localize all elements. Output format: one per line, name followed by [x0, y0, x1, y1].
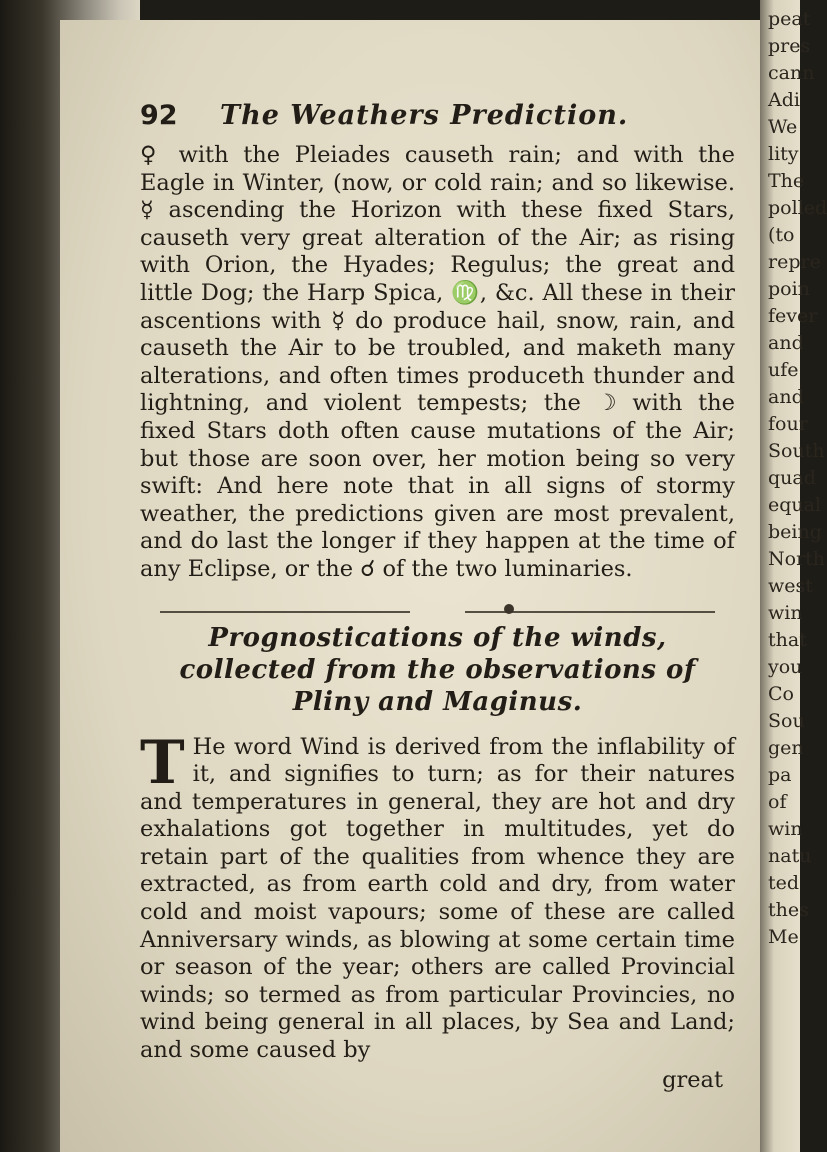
drop-cap: T [140, 727, 185, 798]
facing-fragment: lity [768, 143, 799, 165]
fleuron-icon [504, 604, 514, 614]
facing-fragment: natu [768, 845, 812, 867]
ornamental-rule [160, 608, 715, 616]
facing-fragment: We [768, 116, 798, 138]
facing-fragment: win [768, 602, 803, 624]
running-title: The Weathers Prediction. [220, 100, 629, 131]
facing-fragment: pa [768, 764, 792, 786]
facing-fragment: peat [768, 8, 811, 30]
rule-right [465, 611, 715, 613]
facing-page-edge [760, 0, 827, 1152]
facing-fragment: polled [768, 197, 827, 219]
facing-fragment: South [768, 440, 825, 462]
facing-page-fragments [760, 0, 827, 951]
facing-fragment: North [768, 548, 826, 570]
facing-fragment: Me [768, 926, 799, 948]
body-paragraph-2-wrap [140, 727, 735, 1065]
page-number: 92 [140, 100, 178, 131]
catchword: great [662, 1066, 723, 1093]
facing-fragment: pres [768, 35, 811, 57]
facing-fragment: The [768, 170, 805, 192]
facing-fragment: being [768, 521, 822, 543]
facing-fragment: win [768, 818, 803, 840]
facing-fragment: cann [768, 62, 815, 84]
facing-fragment: ted [768, 872, 800, 894]
facing-fragment: Sou [768, 710, 805, 732]
rule-left [160, 611, 410, 613]
facing-fragment: gen [768, 737, 804, 759]
facing-fragment: repre [768, 251, 821, 273]
facing-fragment: quad [768, 467, 816, 489]
facing-fragment: and [768, 386, 804, 408]
body-paragraph-2: He word Wind is derived from the inflability of it, and signifies to turn; as for their natures and temperatures in general, they are hot and dry exhalations got together in multitudes, yet do retain part of the qualities from whence they are extracted, as from earth cold and dry, from water cold and moist vapours; some of these are called Anniversary winds, as blowing at some certain time or season of the year; others are called Provincial winds; so termed as from particular Provincies, no wind being general in all places, by Sea and Land; and some caused by [140, 733, 735, 1064]
facing-fragment: ufe [768, 359, 799, 381]
facing-fragment: fever [768, 305, 818, 327]
facing-fragment: of [768, 791, 787, 813]
facing-fragment: thes [768, 899, 809, 921]
facing-fragment: poin [768, 278, 810, 300]
page-text [140, 100, 735, 1093]
facing-fragment: Adi [768, 89, 800, 111]
facing-fragment: and [768, 332, 804, 354]
facing-fragment: Co [768, 683, 794, 705]
facing-fragment: (to [768, 224, 795, 246]
facing-fragment: you [768, 656, 803, 678]
facing-fragment: four [768, 413, 808, 435]
facing-fragment: west [768, 575, 813, 597]
facing-fragment: equal [768, 494, 822, 516]
facing-fragment: that [768, 629, 807, 651]
page-header [140, 100, 735, 142]
section-title: Prognostications of the winds, collected from the observations of Pliny and Maginus. [179, 622, 696, 717]
body-paragraph-1: ♀ with the Pleiades causeth rain; and with the Eagle in Winter, (now, or cold rain; and so likewise. ☿ ascending the Horizon with these fixed Stars, causeth very great alteration of the Air; as rising with Orion, the Hyades; Regulus; the great and little Dog; the Harp Spica, ♍, &c. All these in their ascentions with ☿ do produce hail, snow, rain, and causeth the Air to be troubled, and maketh many alterations, and often times produceth thunder and lightning, and violent tempests; the ☽ with the fixed Stars doth often cause mutations of the Air; but those are soon over, her motion being so very swift: And here note that in all signs of stormy weather, the predictions given are most prevalent, and do last the longer if they happen at the time of any Eclipse, or the ☌ of the two luminaries. [140, 142, 735, 582]
